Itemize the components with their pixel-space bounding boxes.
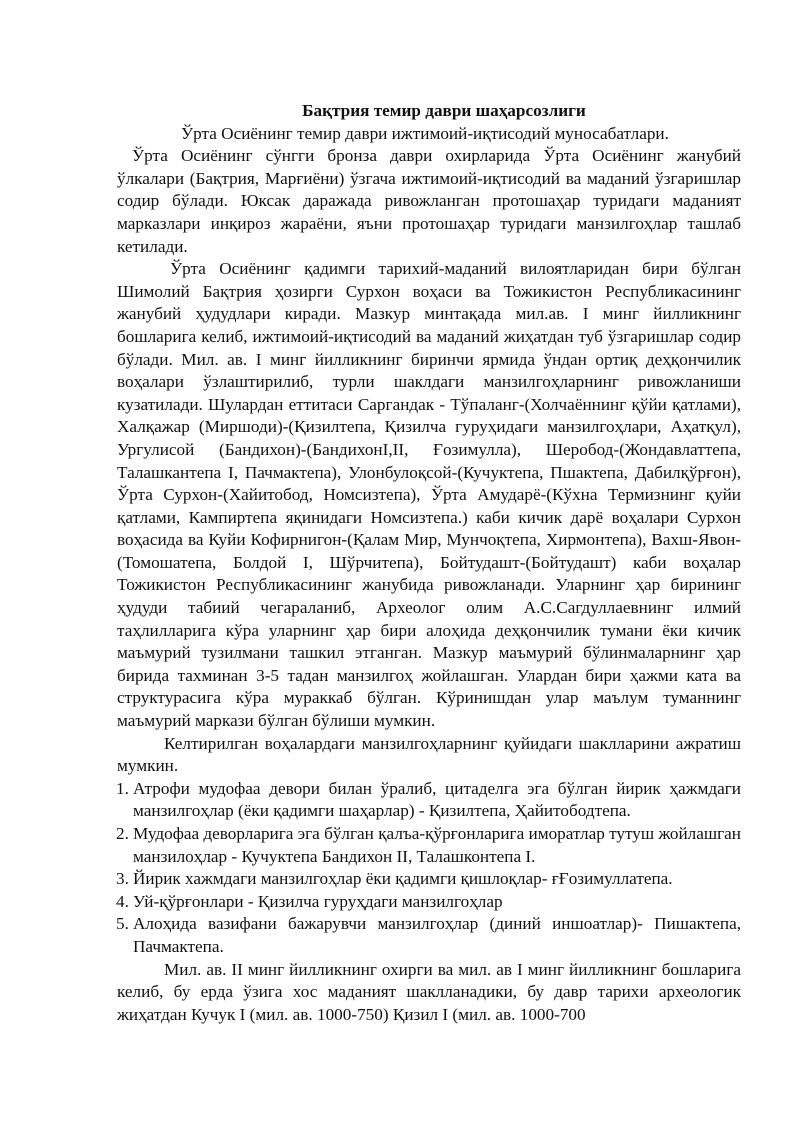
paragraph-north-bactria: Ўрта Осиёнинг қадимги тарихий-маданий вилоятларидан бири бўлган Шимолий Бақтрия ҳозирги Сурхон воҳаси ва Тожикистон Республикасининг жанубий ҳудудлари киради. Мазкур минтақада мил.ав. I минг йилликнинг бошларига келиб, ижтимоий-иқтисодий ва маданий жиҳатдан туб ўзгаришлар содир бўлади. Мил. ав. I минг йилликнинг биринчи ярмида ўндан ортиқ деҳқончилик воҳалари ўзлаштирилиб, турли шаклдаги манзилгоҳларнинг ривожланиши кузатилади. Шулардан еттитаси Саргандак - Тўпаланг-(Холчаённинг қўйи қатлами), Халқажар (Миршоди)-(Қизилтепа, Қизилча гуруҳидаги манзилгоҳлари, Аҳатқул), Ургулисой (Бандихон)-(БандихонI,II, Ғозимулла), Шеробод-(Жондавлаттепа, Талашкантепа I, Пачмактепа), Улонбулоқсой-(Кучуктепа, Пшактепа, Дабилқўрғон), Ўрта Сурхон-(Хайитобод, Номсизтепа), Ўрта Амударё-(Кўхна Термизнинг қуйи қатлами, Кампиртепа яқинидаги Номсизтепа.) каби кичик дарё воҳалари Сурхон воҳасида ва Куйи Кофирнигон-(Қалам Мир, Мунчоқтепа, Хирмонтепа), Вахш-Явон-(Томошатепа, Болдой I, Шўрчитепа), Бойтудашт-(Бойтудашт) каби воҳалар Тожикистон Республикасининг жанубида ривожланади. Уларнинг ҳар бирининг ҳудуди табиий чегараланиб, Археолог олим А.С.Сагдуллаевнинг илмий таҳлилларига кўра уларнинг ҳар бири алоҳида деҳқончилик тумани ёки кичик маъмурий тузилмани ташкил этганган. Мазкур маъмурий бўлинмаларнинг ҳар бирида тахминан 3-5 тадан манзилгоҳ жойлашган. Улардан бири ҳажми ката ва структурасига кўра мураккаб бўлган. Кўринишдан улар маълум туманнинг маъмурий маркази бўлган бўлиши мумкин.: [117, 259, 741, 731]
document-subtitle: Ўрта Осиёнинг темир даври ижтимоий-иқтисодий муносабатлари.: [181, 123, 669, 143]
paragraph-chronology: Мил. ав. II минг йилликнинг охирги ва мил. ав I минг йилликнинг бошларига келиб, бу ерда ўзига хос маданият шаклланадики, бу давр тарихи археологик жиҳатдан Кучук I (мил. ав. 1000-750) Қизил I (мил. ав. 1000-700: [117, 959, 741, 1024]
document-title: Бақтрия темир даври шаҳарсозлиги: [302, 101, 586, 120]
list-item-text: Алоҳида вазифани бажарувчи манзилгоҳлар (диний иншоатлар)- Пишактепа, Пачмактепа.: [133, 914, 741, 956]
list-item: [117, 868, 741, 891]
list-item-text: Мудофаа деворларига эга бўлган қалъа-қўрғонларига иморатлар тутуш жойлашган манзилоҳлар - Кучуктепа Бандихон II, Талашконтепа I.: [133, 824, 741, 866]
list-item-number: 4.: [116, 891, 129, 911]
list-item-text: Йирик хажмдаги манзилгоҳлар ёки қадимги қишлоқлар- ғҒозимуллатепа.: [133, 869, 673, 889]
paragraph-intro: Ўрта Осиёнинг сўнгги бронза даври охирларида Ўрта Осиёнинг жанубий ўлкалари (Бақтрия, Марғиёни) ўзгача ижтимоий-иқтисодий ва маданий ўзгаришлар содир бўлади. Юксак даражада ривожланган протошаҳар туридаги маданият марказлари инқироз жараёни, яъни протошаҳар туридаги манзилгоҳлар ташлаб кетилади.: [117, 146, 741, 256]
paragraph-settlement-types: Келтирилган воҳалардаги манзилгоҳларнинг қуйидаги шаклларини ажратиш мумкин.: [117, 733, 741, 776]
list-item-number: 5.: [116, 914, 129, 934]
list-item-text: Атрофи мудофаа девори билан ўралиб, цитаделга эга бўлган йирик ҳажмдаги манзилгоҳлар (ёки қадимги шаҳарлар) - Қизилтепа, Ҳайитободтепа.: [133, 778, 741, 821]
document-page: [117, 92, 741, 1026]
list-item-text: Уй-қўрғонлари - Қизилча гуруҳдаги манзилгоҳлар: [133, 891, 503, 911]
list-item: [117, 913, 741, 958]
list-item: [117, 823, 741, 868]
settlement-types-list: [117, 778, 741, 959]
list-item-number: 3.: [116, 869, 129, 889]
list-item: [117, 891, 741, 914]
list-item-number: 2.: [116, 824, 129, 843]
list-item: [117, 778, 741, 823]
list-item-number: 1.: [116, 778, 129, 798]
